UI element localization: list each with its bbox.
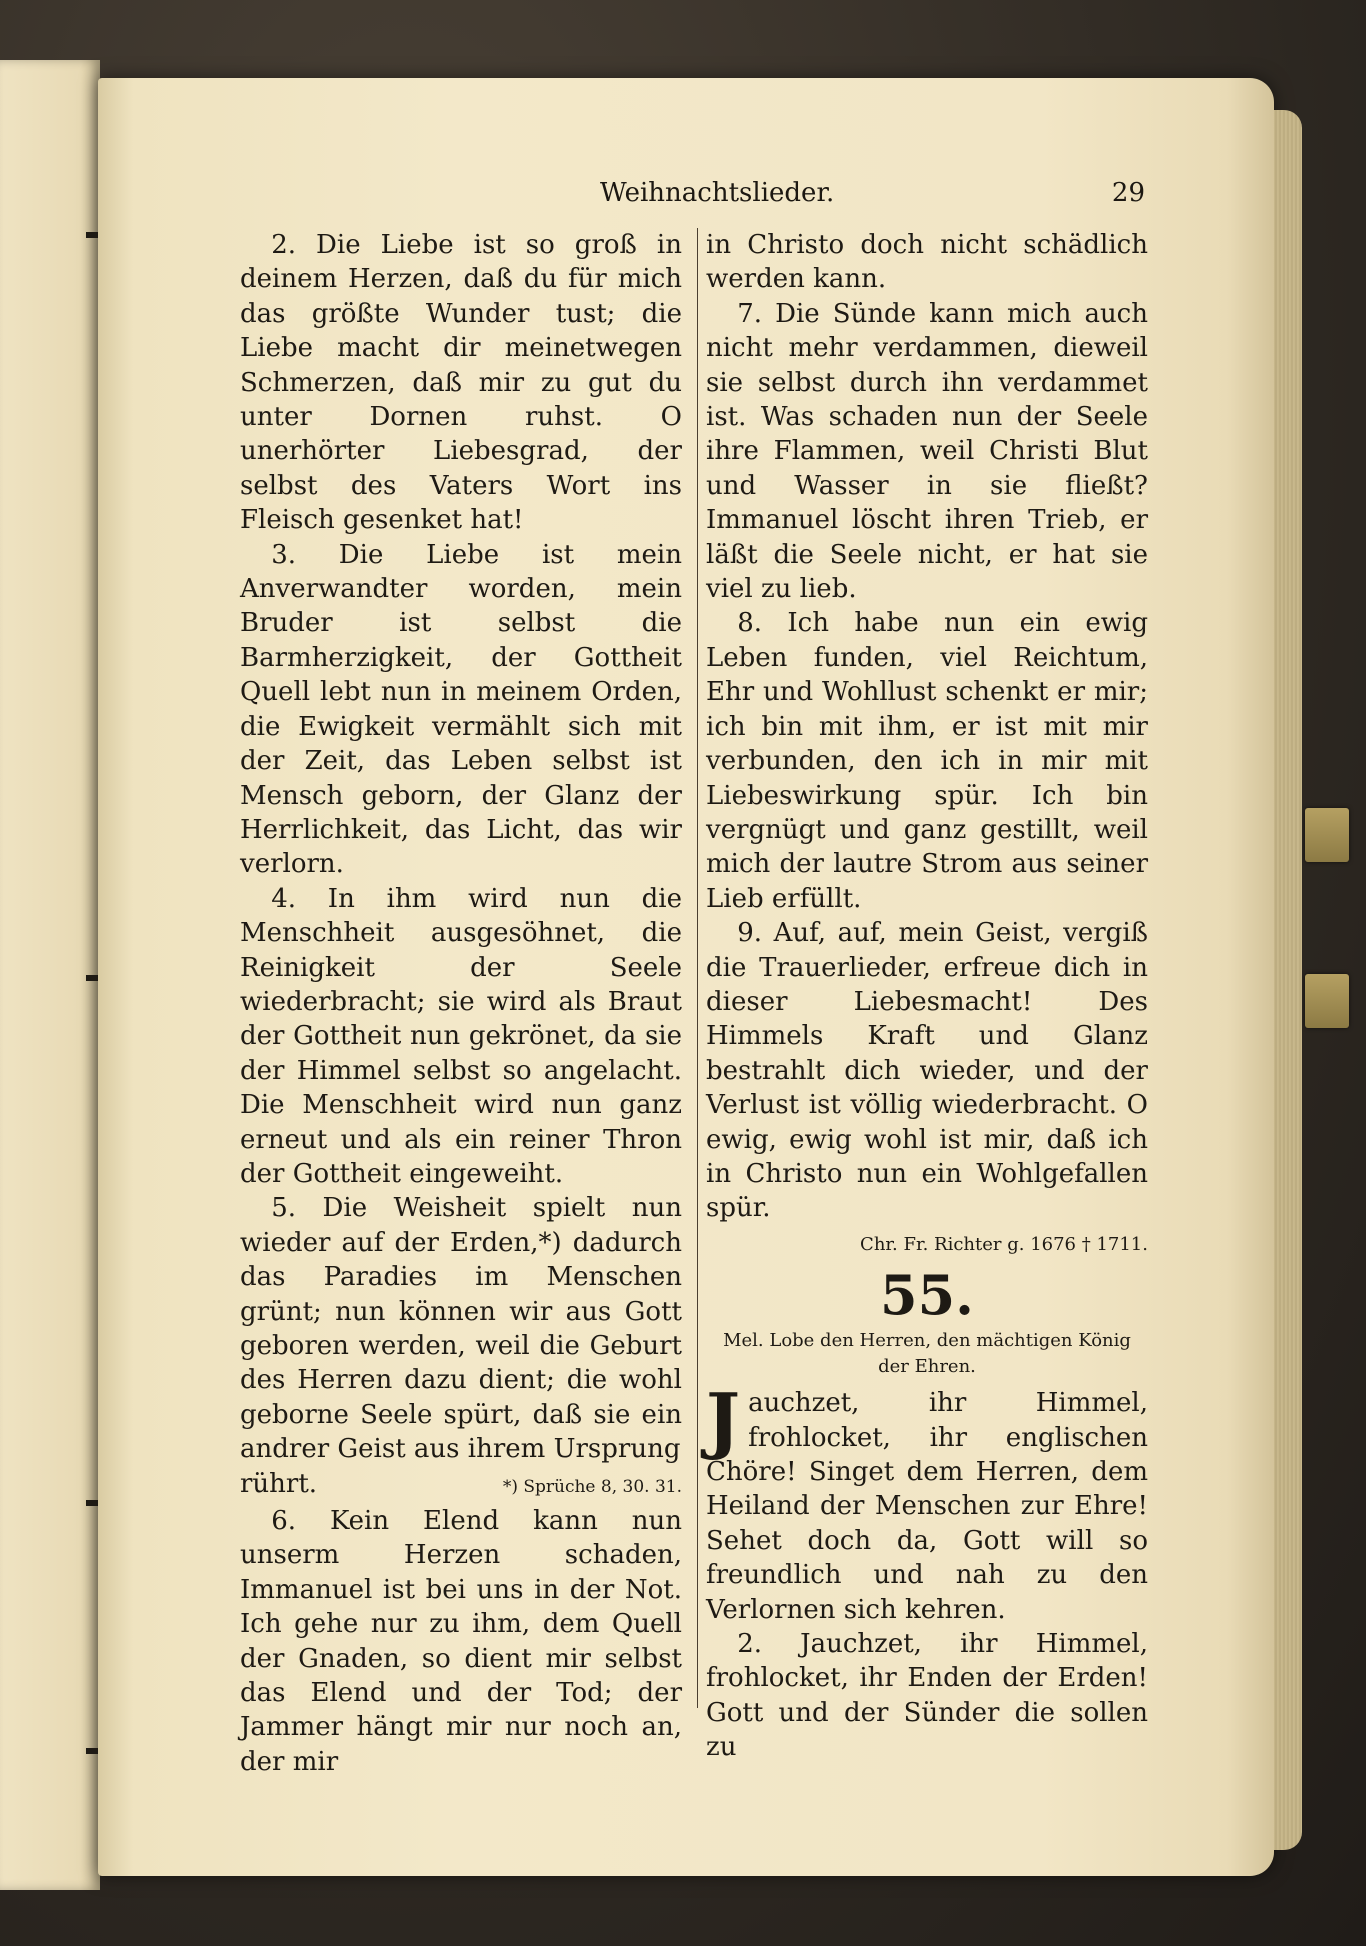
page-number: 29 <box>1111 178 1145 208</box>
page-header <box>245 178 1145 218</box>
author-attribution: Chr. Fr. Richter g. 1676 † 1711. <box>860 1233 1148 1255</box>
verse-7: 7. Die Sünde kann mich auch nicht mehr verdammen, dieweil sie selbst durch ihn verdammet ist. Was schaden nun der Seele ihre Flammen, weil Christi Blut und Wasser in sie fließt? Immanuel löscht ihren Trieb, er läßt die Seele nicht, er hat sie viel zu lieb. <box>706 298 1148 605</box>
margin-mark <box>86 1748 98 1754</box>
hymn-55-verse-1-text: auchzet, ihr Himmel, frohlocket, ihr englischen Chöre! Singet dem Herren, dem Heiland der Menschen zur Ehre! Sehet doch da, Gott will so freundlich und nah zu den Verlornen sich kehren. <box>706 1388 1148 1625</box>
verse-2: 2. Die Liebe ist so groß in deinem Herzen, daß du für mich das größte Wunder tust; die Liebe macht dir meinetwegen Schmerzen, daß mir zu gut du unter Dornen ruhst. O unerhörter Liebesgrad, der selbst des Vaters Wort ins Fleisch gesenket hat! <box>240 230 682 536</box>
column-divider <box>697 228 698 1708</box>
verse-6: 6. Kein Elend kann nun unserm Herzen schaden, Immanuel ist bei uns in der Not. Ich gehe nur zu ihm, dem Quell der Gnaden, so dient mir selbst das Elend und der Tod; der Jammer hängt mir nur noch an, der mir <box>240 1506 682 1777</box>
margin-mark <box>86 975 98 981</box>
book-clasp-lower <box>1305 974 1349 1028</box>
verse-3: 3. Die Liebe ist mein Anverwandter worden, mein Bruder ist selbst die Barmherzigkeit, der Gottheit Quell lebt nun in meinem Orden, die Ewigkeit vermählt sich mit der Zeit, das Leben selbst ist Mensch geborn, der Glanz der Herrlichkeit, das Licht, das wir verlorn. <box>240 539 682 880</box>
right-column <box>706 228 1148 1765</box>
hymn-number: 55. <box>880 1263 974 1328</box>
previous-page-edge <box>0 60 100 1890</box>
running-title: Weihnachtslieder. <box>600 178 835 208</box>
footnote: *) Sprüche 8, 30. 31. <box>502 1476 682 1497</box>
verse-4: 4. In ihm wird nun die Menschheit ausgesöhnet, die Reinigkeit der Seele wiederbracht; sie wird als Braut der Gottheit nun gekrönet, da sie der Himmel selbst so angelacht. Die Menschheit wird nun ganz erneut und als ein reiner Thron der Gottheit eingeweiht. <box>240 883 682 1189</box>
book-clasp-upper <box>1305 808 1349 862</box>
margin-mark <box>86 232 98 238</box>
margin-mark <box>86 1500 98 1506</box>
verse-5-end: rührt. <box>240 1468 318 1499</box>
verse-8: 8. Ich habe nun ein ewig Leben funden, viel Reichtum, Ehr und Wohllust schenkt er mir; ich bin mit ihm, er ist mit mir verbunden, den ich in mir mit Liebeswirkung spür. Ich bin vergnügt und ganz gestillt, weil mich der lautre Strom aus seiner Lieb erfüllt. <box>706 608 1148 914</box>
verse-5-end-line <box>240 1467 682 1504</box>
hymn-55-verse-2: 2. Jauchzet, ihr Himmel, frohlocket, ihr Enden der Erden! Gott und der Sünder die sollen zu <box>706 1629 1148 1763</box>
melody-note: Mel. Lobe den Herren, den mächtigen König der Ehren. <box>723 1330 1131 1378</box>
verse-5: 5. Die Weisheit spielt nun wieder auf der Erden,*) dadurch das Paradies im Menschen grünt; nun können wir aus Gott geboren werden, weil die Geburt des Herren dazu dient; die wohl geborne Seele spürt, daß sie ein andrer Geist aus ihrem Ursprung <box>240 1193 682 1465</box>
verse-9: 9. Auf, auf, mein Geist, vergiß die Trauerlieder, erfreue dich in dieser Liebesmacht! Des Himmels Kraft und Glanz bestrahlt dich wieder, und der Verlust ist völlig wiederbracht. O ewig, ewig wohl ist mir, daß ich in Christo nun ein Wohlgefallen spür. <box>706 918 1148 1224</box>
page-block-edge <box>1274 110 1302 1850</box>
drop-cap: J <box>706 1377 741 1463</box>
hymn-55-verse-1 <box>706 1377 1148 1627</box>
left-column <box>240 228 682 1779</box>
verse-6-continued: in Christo doch nicht schädlich werden kann. <box>706 230 1148 295</box>
